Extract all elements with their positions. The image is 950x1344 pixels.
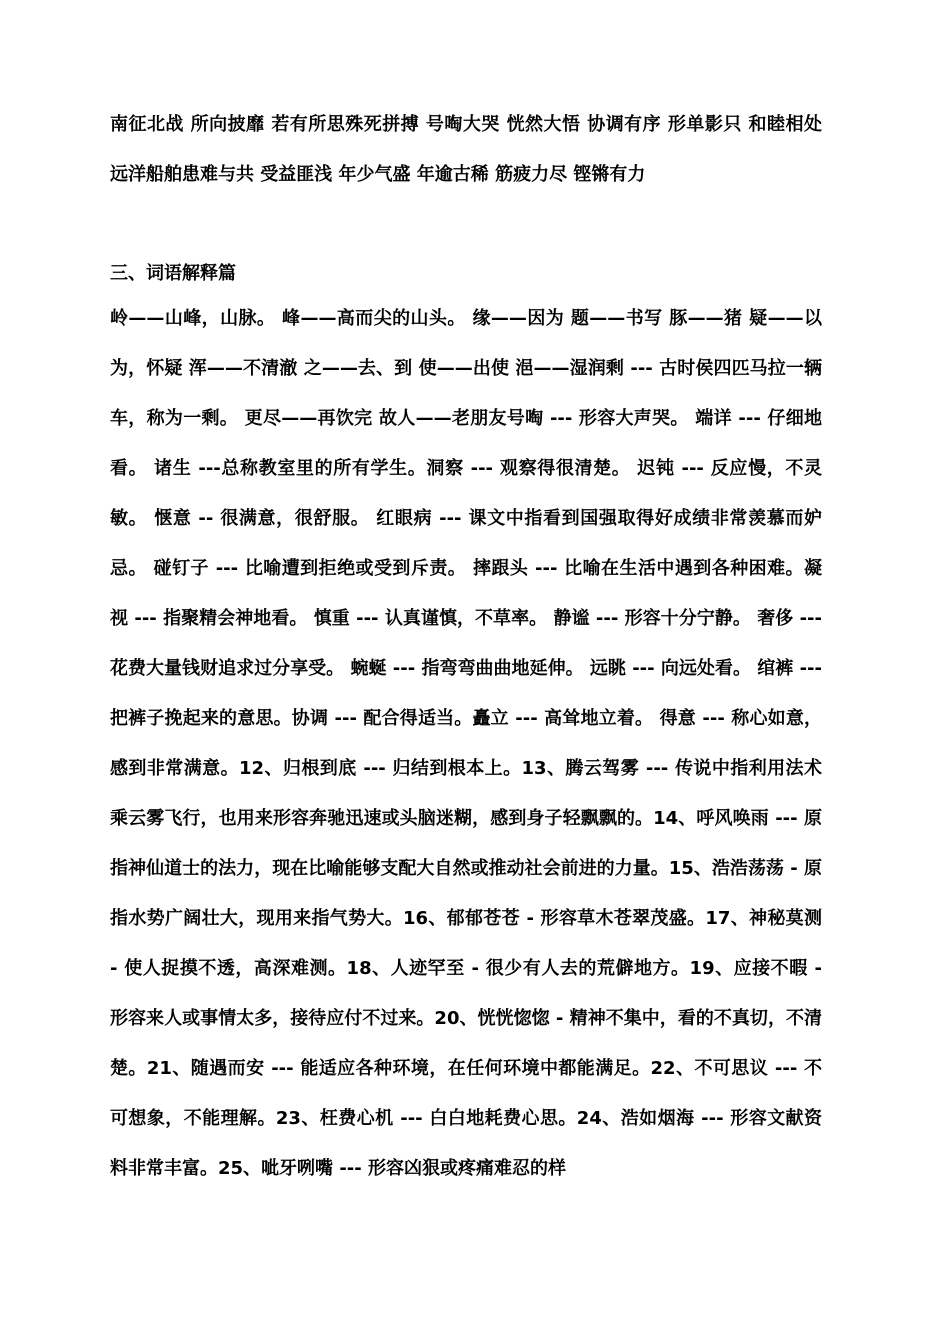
idiom-list-paragraph: 南征北战 所向披靡 若有所思殊死拼搏 号啕大哭 恍然大悟 协调有序 形单影只 和睦相处 远洋船舶患难与共 受益匪浅 年少气盛 年逾古稀 筋疲力尽 铿锵有力 xyxy=(110,114,822,185)
section-heading: 三、词语解释篇 xyxy=(110,263,236,284)
word-explanations-paragraph: 岭——山峰，山脉。 峰——高而尖的山头。 缘——因为 题——书写 豚——猪 疑——以为，怀疑 浑——不清澈 之——去、到 使——出使 浥——湿润剩 --- 古时侯四匹马拉一辆车，称为一剩。 更尽——再饮完 故人——老朋友号啕 --- 形容大声哭。 端详 --- 仔细地看。 诸生 ---总称教室里的所有学生。洞察 --- 观察得很清楚。 迟钝 --- 反应慢，不灵敏。 惬意 -- 很满意，很舒服。 红眼病 --- 课文中指看到国强取得好成绩非常羡慕而妒忌。 碰钉子 --- 比喻遭到拒绝或受到斥责。 摔跟头 --- 比喻在生活中遇到各种困难。凝视 --- 指聚精会神地看。 慎重 --- 认真谨慎，不草率。 静谧 --- 形容十分宁静。 奢侈 --- 花费大量钱财追求过分享受。 蜿蜒 --- 指弯弯曲曲地延伸。 远眺 --- 向远处看。 绾裤 --- 把裤子挽起来的意思。协调 --- 配合得适当。矗立 --- 高耸地立着。 得意 --- 称心如意，感到非常满意。12、归根到底 --- 归结到根本上。13、腾云驾雾 --- 传说中指利用法术乘云雾飞行，也用来形容奔驰迅速或头脑迷糊，感到身子轻飘飘的。14、呼风唤雨 --- 原指神仙道士的法力，现在比喻能够支配大自然或推动社会前进的力量。15、浩浩荡荡 - 原指水势广阔壮大，现用来指气势大。16、郁郁苍苍 - 形容草木苍翠茂盛。17、神秘莫测 - 使人捉摸不透，高深难测。18、人迹罕至 - 很少有人去的荒僻地方。19、应接不暇 - 形容来人或事情太多，接待应付不过来。20、恍恍惚惚 - 精神不集中，看的不真切，不清楚。21、随遇而安 --- 能适应各种环境，在任何环境中都能满足。22、不可思议 --- 不可想象，不能理解。23、枉费心机 --- 白白地耗费心思。24、浩如烟海 --- 形容文献资料非常丰富。25、呲牙咧嘴 --- 形容凶狠或疼痛难忍的样 xyxy=(110,308,822,1179)
document-page xyxy=(110,100,822,1194)
